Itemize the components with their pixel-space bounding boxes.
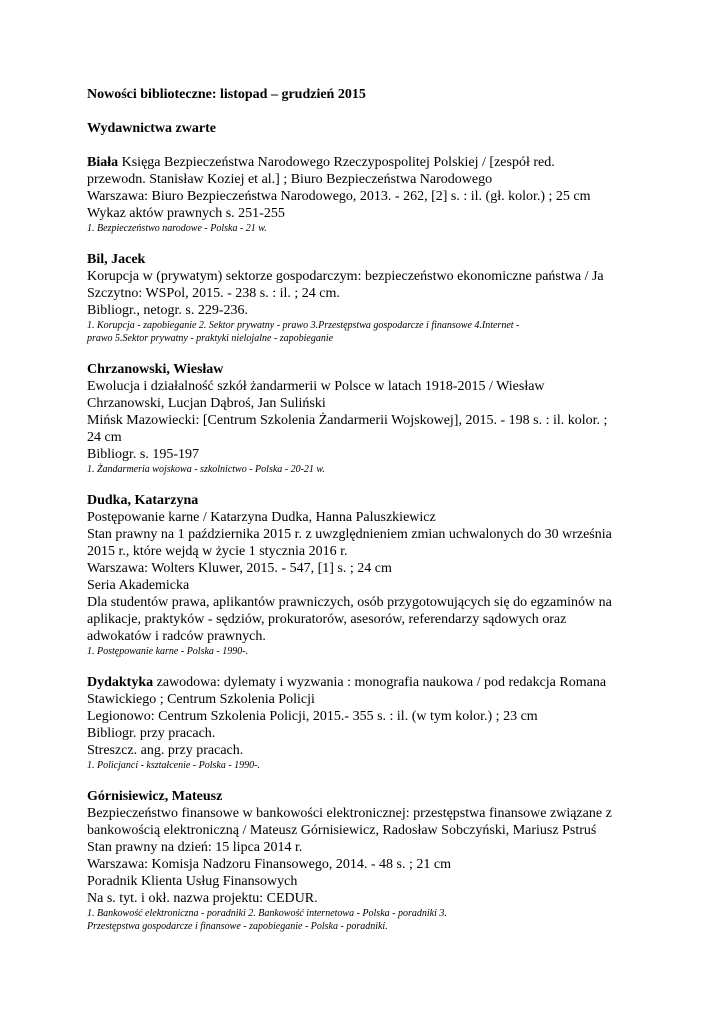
catalog-entry — [87, 154, 684, 235]
entry-detail-line: Warszawa: Komisja Nadzoru Finansowego, 2014. - 48 s. ; 21 cm — [87, 857, 451, 872]
entry-heading: Górnisiewicz, Mateusz — [87, 789, 223, 804]
entry-heading-line — [87, 361, 684, 378]
entry-subject-line: prawo 5.Sektor prywatny - praktyki nielojalne - zapobieganie — [87, 333, 334, 344]
entry-detail-line: Legionowo: Centrum Szkolenia Policji, 2015.- 355 s. : il. (w tym kolor.) ; 23 cm — [87, 709, 538, 724]
entry-heading: Dydaktyka — [87, 675, 154, 690]
entry-detail-line: Bibliogr. s. 195-197 — [87, 447, 200, 462]
entry-detail-line: Seria Akademicka — [87, 578, 190, 593]
entries-list — [87, 154, 684, 933]
entry-title-text: zawodowa: dylematy i wyzwania : monografia naukowa / pod redakcja Romana — [153, 675, 607, 690]
entry-heading: Biała — [87, 155, 119, 170]
entry-subject-line: 1. Policjanci - kształcenie - Polska - 1990-. — [87, 760, 261, 771]
entry-detail-line: Warszawa: Wolters Kluwer, 2015. - 547, [1] s. ; 24 cm — [87, 561, 392, 576]
entry-title-text: Księga Bezpieczeństwa Narodowego Rzeczypospolitej Polskiej / [zespół red. — [118, 155, 555, 170]
entry-subject-line: 1. Postępowanie karne - Polska - 1990-. — [87, 646, 249, 657]
section-heading: Wydawnictwa zwarte — [87, 121, 216, 136]
entry-subject-line: 1. Bezpieczeństwo narodowe - Polska - 21 w. — [87, 223, 267, 234]
entry-heading-line — [87, 674, 684, 691]
entry-subject-line: 1. Żandarmeria wojskowa - szkolnictwo - Polska - 20-21 w. — [87, 464, 325, 475]
entry-subject-line: 1. Bankowość elektroniczna - poradniki 2. Bankowość internetowa - Polska - poradniki 3. — [87, 908, 447, 919]
entry-detail-line: Bibliogr., netogr. s. 229-236. — [87, 303, 248, 318]
entry-detail-line: 2015 r., które wejdą w życie 1 stycznia 2016 r. — [87, 544, 348, 559]
entry-heading-line — [87, 492, 684, 509]
entry-detail-line: Korupcja w (prywatym) sektorze gospodarczym: bezpieczeństwo ekonomiczne państwa / Ja — [87, 269, 604, 284]
entry-detail-line: Postępowanie karne / Katarzyna Dudka, Hanna Paluszkiewicz — [87, 510, 436, 525]
catalog-entry — [87, 361, 684, 476]
entry-detail-line: bankowością elektroniczną / Mateusz Górnisiewicz, Radosław Sobczyński, Mariusz Pstruś — [87, 823, 597, 838]
entry-detail-line: przewodn. Stanisław Koziej et al.] ; Biuro Bezpieczeństwa Narodowego — [87, 172, 493, 187]
entry-heading-line — [87, 788, 684, 805]
entry-detail-line: Stawickiego ; Centrum Szkolenia Policji — [87, 692, 315, 707]
entry-subject-line: Przestępstwa gospodarcze i finansowe - zapobieganie - Polska - poradniki. — [87, 921, 388, 932]
entry-detail-line: Ewolucja i działalność szkół żandarmerii w Polsce w latach 1918-2015 / Wiesław — [87, 379, 545, 394]
entry-detail-line: Stan prawny na 1 października 2015 r. z uwzględnieniem zmian uchwalonych do 30 września — [87, 527, 612, 542]
entry-heading: Bil, Jacek — [87, 252, 146, 267]
entry-detail-line: Bezpieczeństwo finansowe w bankowości elektronicznej: przestępstwa finansowe związane z — [87, 806, 612, 821]
entry-detail-line: adwokatów i radców prawnych. — [87, 629, 266, 644]
entry-detail-line: Dla studentów prawa, aplikantów prawniczych, osób przygotowujących się do egzaminów na — [87, 595, 612, 610]
entry-detail-line: Mińsk Mazowiecki: [Centrum Szkolenia Żandarmerii Wojskowej], 2015. - 198 s. : il. kolor. ; — [87, 413, 608, 428]
entry-detail-line: Streszcz. ang. przy pracach. — [87, 743, 244, 758]
catalog-entry — [87, 674, 684, 772]
entry-detail-line: Bibliogr. przy pracach. — [87, 726, 216, 741]
entry-detail-line: Na s. tyt. i okł. nazwa projektu: CEDUR. — [87, 891, 318, 906]
entry-heading: Dudka, Katarzyna — [87, 493, 199, 508]
entry-detail-line: Chrzanowski, Lucjan Dąbroś, Jan Suliński — [87, 396, 326, 411]
entry-detail-line: Wykaz aktów prawnych s. 251-255 — [87, 206, 285, 221]
entry-detail-line: Stan prawny na dzień: 15 lipca 2014 r. — [87, 840, 303, 855]
catalog-entry — [87, 788, 684, 933]
entry-detail-line: 24 cm — [87, 430, 122, 445]
entry-detail-line: Warszawa: Biuro Bezpieczeństwa Narodowego, 2013. - 262, [2] s. : il. (gł. kolor.) ; 25 cm — [87, 189, 591, 204]
entry-detail-line: aplikacje, praktyków - sędziów, prokuratorów, asesorów, referendarzy sądowych oraz — [87, 612, 567, 627]
entry-heading-line — [87, 154, 684, 171]
entry-heading-line — [87, 251, 684, 268]
catalog-entry — [87, 492, 684, 658]
page-title: Nowości biblioteczne: listopad – grudzień 2015 — [87, 87, 366, 102]
entry-detail-line: Szczytno: WSPol, 2015. - 238 s. : il. ; 24 cm. — [87, 286, 340, 301]
entry-detail-line: Poradnik Klienta Usług Finansowych — [87, 874, 298, 889]
entry-heading: Chrzanowski, Wiesław — [87, 362, 224, 377]
catalog-entry — [87, 251, 684, 345]
entry-subject-line: 1. Korupcja - zapobieganie 2. Sektor prywatny - prawo 3.Przestępstwa gospodarcze i finansowe 4.Internet - — [87, 320, 520, 331]
